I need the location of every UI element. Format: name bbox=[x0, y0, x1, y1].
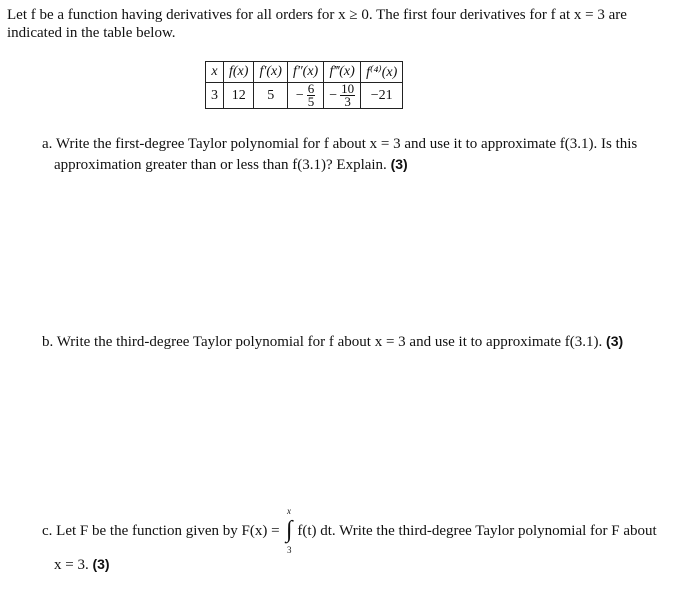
integral-sign-icon: ∫ bbox=[286, 517, 293, 543]
part-a-line-2-wrap bbox=[54, 155, 408, 174]
part-c-text-after: . Write the third-degree Taylor polynomial for F about bbox=[331, 523, 657, 539]
table-header-row bbox=[206, 62, 403, 83]
integral-lower-limit: 3 bbox=[287, 545, 292, 555]
part-c-text-before: c. Let F be the function given by F(x) = bbox=[42, 523, 284, 539]
header-f-triple-prime: f‴(x) bbox=[324, 62, 361, 83]
part-c-integrand: f(t) dt bbox=[297, 523, 332, 539]
fraction-denominator: 3 bbox=[344, 94, 351, 109]
table-row bbox=[206, 83, 403, 109]
intro-line-2: indicated in the table below. bbox=[7, 25, 176, 41]
cell-f-double-prime bbox=[287, 83, 323, 109]
integral-upper-limit: x bbox=[287, 506, 291, 516]
part-a-line-2: approximation greater than or less than f(3.1)? Explain. bbox=[54, 157, 387, 173]
cell-x: 3 bbox=[206, 83, 224, 109]
header-f-double-prime: f″(x) bbox=[287, 62, 323, 83]
part-b-wrap bbox=[42, 332, 623, 351]
fraction-f3 bbox=[329, 83, 355, 108]
fraction-denominator: 5 bbox=[307, 94, 315, 109]
derivative-table bbox=[205, 61, 403, 109]
fraction-sign: − bbox=[329, 87, 338, 103]
header-f-prime: f′(x) bbox=[254, 62, 288, 83]
part-b-line-1: b. Write the third-degree Taylor polynomial for f about x = 3 and use it to approximate f(3.1). bbox=[42, 334, 603, 350]
part-a-points: (3) bbox=[390, 156, 408, 172]
header-x: x bbox=[206, 62, 224, 83]
fraction-numerator: 6 bbox=[307, 81, 315, 96]
part-c-points: (3) bbox=[92, 556, 110, 572]
header-f: f(x) bbox=[224, 62, 254, 83]
fraction-numerator: 10 bbox=[341, 81, 355, 96]
fraction-sign: − bbox=[295, 87, 304, 103]
header-f-fourth: f⁽⁴⁾(x) bbox=[361, 62, 403, 83]
intro-line-1: Let f be a function having derivatives for all orders for x ≥ 0. The first four derivatives for f at x = 3 are bbox=[7, 7, 627, 23]
cell-f: 12 bbox=[224, 83, 254, 109]
cell-f-fourth: −21 bbox=[361, 83, 403, 109]
cell-f-triple-prime bbox=[324, 83, 361, 109]
fraction-f2 bbox=[296, 83, 315, 108]
part-a-line-1: a. Write the first-degree Taylor polynomial for f about x = 3 and use it to approximate f(3.1). Is this bbox=[42, 136, 638, 152]
part-c-line-1-wrap bbox=[42, 522, 657, 540]
part-c-line-2: x = 3. bbox=[54, 557, 89, 573]
part-c-line-2-wrap bbox=[54, 555, 110, 574]
cell-f-prime: 5 bbox=[254, 83, 288, 109]
part-b-points: (3) bbox=[606, 333, 624, 349]
